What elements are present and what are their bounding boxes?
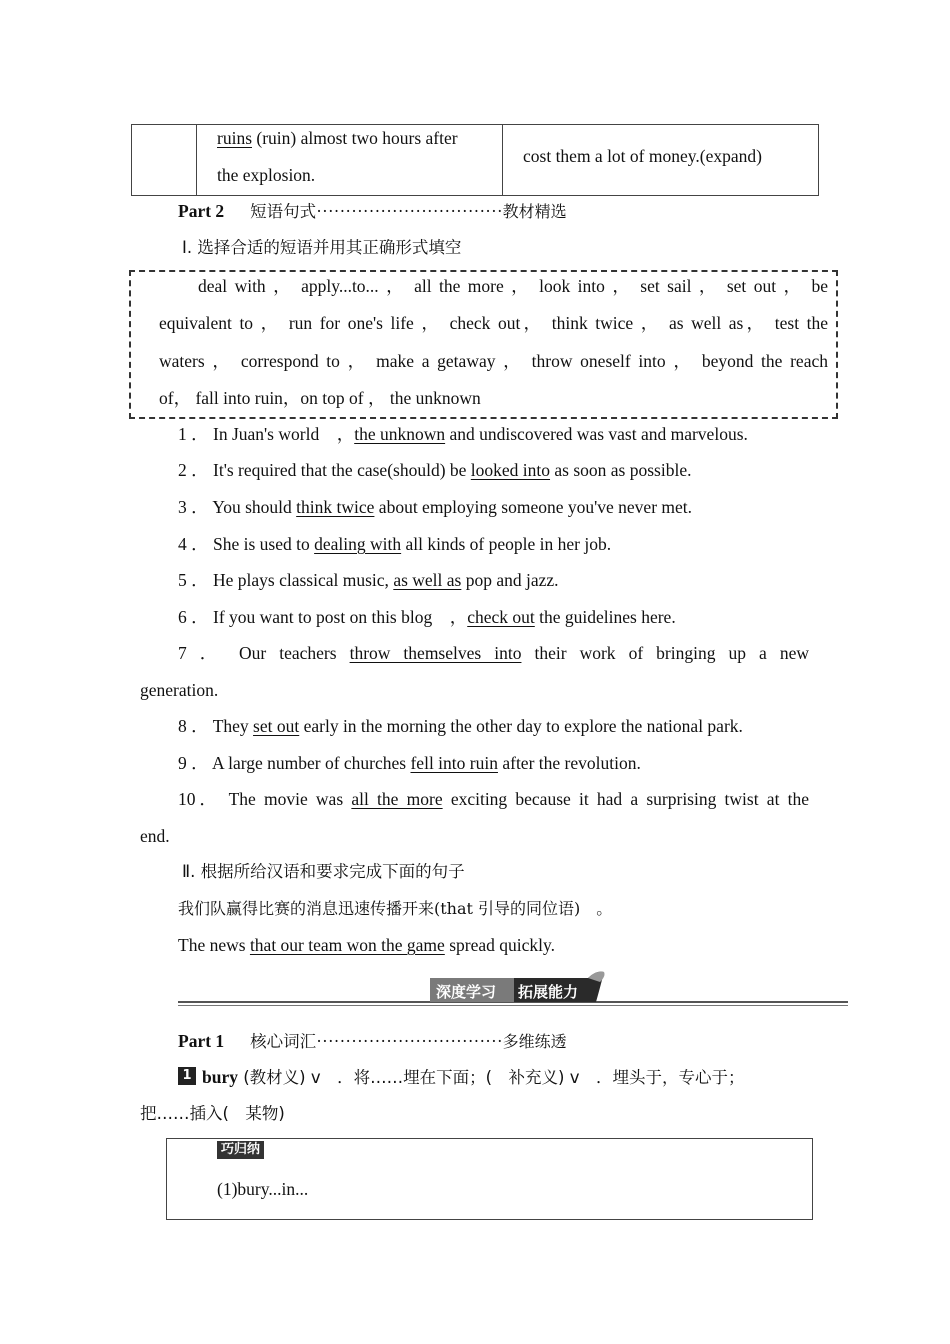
dot-leader: ································	[316, 201, 503, 221]
part-title: 核心词汇	[250, 1032, 317, 1051]
answer-blank: ruins	[217, 128, 252, 148]
exercise-item: 9 ． A large number of churches fell into ruin after the revolution.	[178, 753, 641, 773]
part1-heading	[178, 1031, 567, 1052]
exercise-item: 6 ． If you want to post on this blog ，check out the guidelines here.	[178, 607, 676, 627]
exercise-item: 8 ． They set out early in the morning the other day to explore the national park.	[178, 716, 743, 736]
section1-heading: Ⅰ. 选择合适的短语并用其正确形式填空	[182, 238, 462, 257]
answer-blank: all the more	[351, 789, 443, 809]
vocab-entry-line1: bury (教材义) v ．将……埋在下面；( 补充义) v ．埋头于，专心于；	[202, 1067, 745, 1087]
part-subtitle: 多维练透	[502, 1032, 567, 1051]
table-divider	[502, 125, 503, 195]
exercise-item: 1 ． In Juan's world ，the unknown and undiscovered was vast and marvelous.	[178, 424, 748, 444]
exercise-item: 5 ． He plays classical music, as well as pop and jazz.	[178, 570, 559, 590]
answer-blank: as well as	[393, 570, 462, 590]
part-title: 短语句式	[250, 202, 317, 221]
answer-blank: think twice	[296, 497, 375, 517]
summary-badge: 巧归纳	[217, 1141, 264, 1159]
exercise-item-cont: generation.	[140, 680, 219, 700]
dot-leader: ································	[316, 1031, 503, 1051]
answer-blank: check out	[467, 607, 535, 627]
answer-blank: set out	[253, 716, 300, 736]
answer-blank: dealing with	[314, 534, 402, 554]
phrase-line: of， fall into ruin，on top of ， the unknown	[159, 388, 481, 408]
table-right-cell: cost them a lot of money.(expand)	[523, 146, 762, 166]
table-left-line2: the explosion.	[217, 165, 316, 185]
phrase-line: waters ， correspond to ， make a getaway ， throw oneself into ， beyond the reach	[159, 351, 828, 371]
answer-blank: looked into	[470, 460, 551, 480]
item-number-badge: 1	[178, 1067, 196, 1085]
exercise-item: 4 ． She is used to dealing with all kinds of people in her job.	[178, 534, 612, 554]
vocab-word: bury	[202, 1067, 238, 1087]
part-label: Part 2	[178, 201, 225, 221]
part-subtitle: 教材精选	[502, 202, 567, 221]
banner-rule	[178, 1005, 848, 1006]
section2-heading: Ⅱ. 根据所给汉语和要求完成下面的句子	[182, 862, 465, 881]
exercise-item: 10． The movie was all the more exciting because it had a surprising twist at the	[178, 789, 810, 809]
translation-prompt: 我们队赢得比赛的消息迅速传播开来(that 引导的同位语) 。	[178, 899, 613, 918]
banner-label-left: 深度学习	[436, 983, 497, 1001]
banner-label-right: 拓展能力	[518, 983, 579, 1001]
exercise-item: 2 ． It's required that the case(should) be looked into as soon as possible.	[178, 460, 692, 480]
phrase-line: equivalent to ， run for one's life ， check out， think twice ， as well as， test the	[159, 313, 828, 333]
exercise-item: 3 ． You should think twice about employing someone you've never met.	[178, 497, 693, 517]
answer-blank: the unknown	[354, 424, 446, 444]
summary-text: (1)bury...in...	[217, 1179, 309, 1199]
table-left-line1	[217, 128, 458, 148]
table-text: (ruin) almost two hours after	[252, 128, 458, 148]
part2-heading	[178, 201, 567, 222]
table-divider	[196, 125, 197, 195]
answer-blank: that our team won the game	[249, 935, 445, 955]
answer-blank: throw themselves into	[349, 643, 522, 663]
exercise-item: 7 ． Our teachers throw themselves into their work of bringing up a new	[178, 643, 810, 663]
phrase-line: deal with ， apply...to... ， all the more ， look into ， set sail ， set out ， be	[198, 276, 828, 296]
vocab-entry-line2: 把……插入( 某物)	[140, 1104, 285, 1123]
exercise-item-cont: end.	[140, 826, 170, 846]
part-label: Part 1	[178, 1031, 225, 1051]
translation-answer: The news that our team won the game spread quickly.	[178, 935, 555, 955]
answer-blank: fell into ruin	[410, 753, 498, 773]
